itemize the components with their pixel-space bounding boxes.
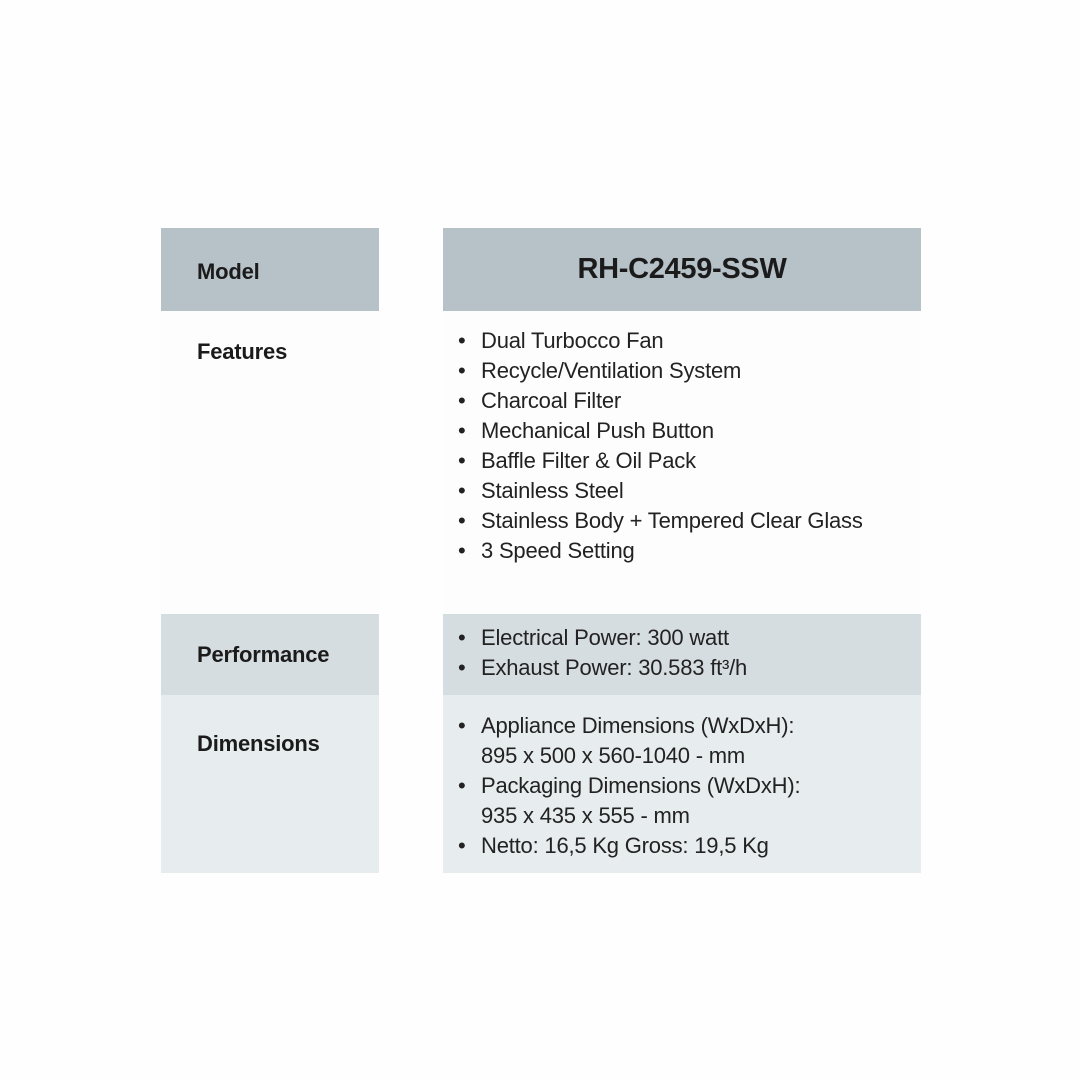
appliance-dimensions-value: 895 x 500 x 560-1040 - mm	[481, 743, 746, 768]
bullet-icon: •	[458, 713, 466, 738]
performance-value-cell	[443, 614, 921, 695]
bullet-icon: •	[458, 833, 466, 858]
weight-value: Netto: 16,5 Kg Gross: 19,5 Kg	[481, 833, 769, 858]
dimensions-label: Dimensions	[197, 731, 320, 756]
appliance-dimensions-label: Appliance Dimensions (WxDxH):	[481, 713, 795, 738]
bullet-icon: •	[458, 478, 466, 503]
list-item	[458, 771, 921, 831]
list-item	[458, 831, 921, 861]
dimensions-value-cell	[443, 695, 921, 873]
features-label-cell	[161, 311, 379, 614]
model-number: RH-C2459-SSW	[577, 253, 787, 285]
bullet-icon: •	[458, 508, 466, 533]
model-label: Model	[197, 259, 260, 284]
bullet-icon: •	[458, 418, 466, 443]
bullet-icon: •	[458, 625, 466, 650]
list-item: • Baffle Filter & Oil Pack	[458, 446, 921, 476]
list-item: • Recycle/Ventilation System	[458, 356, 921, 386]
list-item: • Exhaust Power: 30.583 ft³/h	[458, 653, 921, 683]
bullet-icon: •	[458, 448, 466, 473]
bullet-icon: •	[458, 328, 466, 353]
list-item: • 3 Speed Setting	[458, 536, 921, 566]
performance-list	[458, 623, 921, 683]
performance-label-cell	[161, 614, 379, 695]
model-label-cell	[161, 228, 379, 311]
packaging-dimensions-value: 935 x 435 x 555 - mm	[481, 803, 690, 828]
features-value-cell	[443, 311, 921, 614]
list-item: • Stainless Steel	[458, 476, 921, 506]
list-item: • Electrical Power: 300 watt	[458, 623, 921, 653]
list-item: • Stainless Body + Tempered Clear Glass	[458, 506, 921, 536]
performance-label: Performance	[197, 642, 330, 667]
model-value-cell	[443, 228, 921, 311]
dimensions-label-cell	[161, 695, 379, 873]
features-list	[458, 326, 921, 566]
features-label: Features	[197, 339, 288, 364]
bullet-icon: •	[458, 388, 466, 413]
bullet-icon: •	[458, 358, 466, 383]
list-item: • Charcoal Filter	[458, 386, 921, 416]
bullet-icon: •	[458, 538, 466, 563]
packaging-dimensions-label: Packaging Dimensions (WxDxH):	[481, 773, 801, 798]
dimensions-list	[458, 711, 921, 861]
list-item	[458, 711, 921, 771]
bullet-icon: •	[458, 655, 466, 680]
list-item: • Dual Turbocco Fan	[458, 326, 921, 356]
list-item: • Mechanical Push Button	[458, 416, 921, 446]
bullet-icon: •	[458, 773, 466, 798]
